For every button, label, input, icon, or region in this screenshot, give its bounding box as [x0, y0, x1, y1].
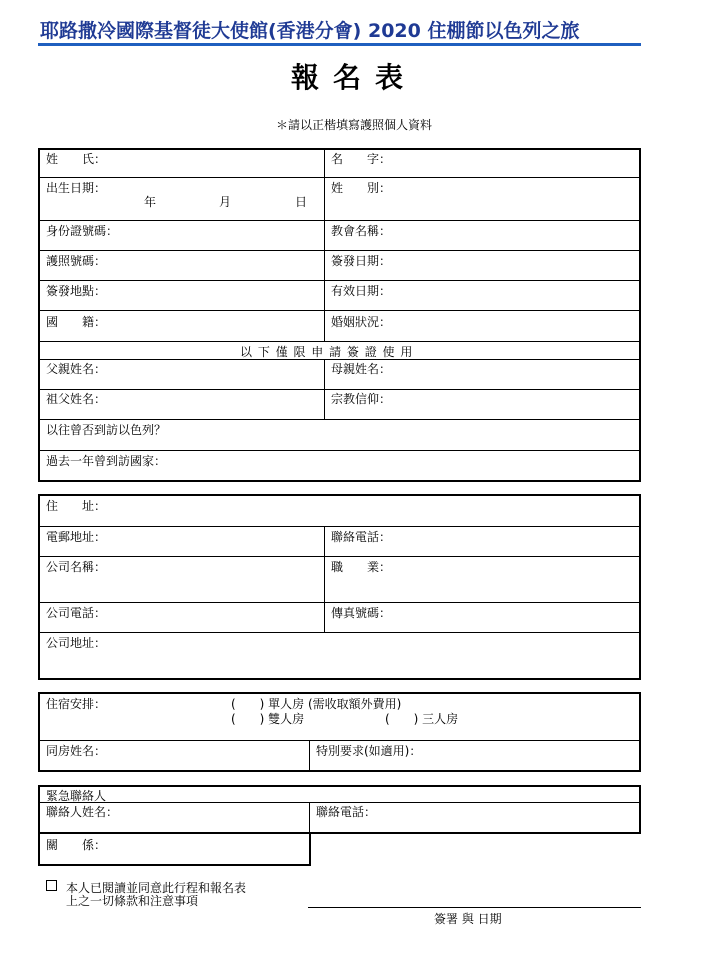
- issue-date-field[interactable]: 簽發日期：: [331, 254, 392, 268]
- company-address-field[interactable]: 公司地址：: [46, 636, 107, 650]
- double-room-option[interactable]: ( ) 雙人房: [231, 712, 305, 726]
- expiry-date-field[interactable]: 有效日期：: [331, 284, 392, 298]
- contact-section: [38, 494, 641, 680]
- email-field[interactable]: 電郵地址：: [46, 530, 107, 544]
- birth-month-label: 月: [219, 195, 232, 209]
- consent-text-line2: 上之一切條款和注意事項: [66, 894, 199, 908]
- form-instruction: ＊請以正楷填寫護照個人資料: [275, 118, 432, 132]
- visa-section-heading: 以 下 僅 限 申 請 簽 證 使 用: [240, 345, 414, 359]
- form-title: 報名表: [290, 61, 417, 94]
- header-rule: [38, 43, 641, 46]
- religion-field[interactable]: 宗教信仰：: [331, 392, 392, 406]
- signature-line[interactable]: [308, 907, 641, 908]
- address-field[interactable]: 住 址：: [46, 499, 107, 513]
- mother-name-field[interactable]: 母親姓名：: [331, 362, 392, 376]
- grandfather-name-field[interactable]: 祖父姓名：: [46, 392, 107, 406]
- company-phone-field[interactable]: 公司電話：: [46, 606, 107, 620]
- emergency-relation-field[interactable]: 關 係：: [46, 838, 107, 852]
- emergency-heading: 緊急聯絡人: [46, 789, 107, 803]
- lodging-label: 住宿安排：: [46, 697, 107, 711]
- emergency-phone-field[interactable]: 聯絡電話：: [316, 805, 377, 819]
- church-field[interactable]: 教會名稱：: [331, 224, 392, 238]
- special-request-field[interactable]: 特別要求(如適用)：: [316, 744, 422, 758]
- single-room-option[interactable]: ( ) 單人房 (需收取額外費用): [231, 697, 402, 711]
- birth-day-label: 日: [295, 195, 308, 209]
- passport-number-field[interactable]: 護照號碼：: [46, 254, 107, 268]
- surname-field[interactable]: 姓 氏：: [46, 152, 107, 166]
- visited-israel-field[interactable]: 以往曾否到訪以色列？: [46, 423, 167, 437]
- triple-room-option[interactable]: ( ) 三人房: [385, 712, 459, 726]
- countries-visited-field[interactable]: 過去一年曾到訪國家：: [46, 454, 167, 468]
- given-name-field[interactable]: 名 字：: [331, 152, 392, 166]
- father-name-field[interactable]: 父親姓名：: [46, 362, 107, 376]
- consent-checkbox[interactable]: [46, 880, 57, 891]
- consent-text-line1: 本人已閱讀並同意此行程和報名表: [66, 881, 247, 895]
- id-number-field[interactable]: 身份證號碼：: [46, 224, 119, 238]
- marital-status-field[interactable]: 婚姻狀況：: [331, 315, 392, 329]
- header-title: 耶路撒冷國際基督徒大使館(香港分會) 2020 住棚節以色列之旅: [40, 20, 580, 42]
- gender-field[interactable]: 姓 別：: [331, 181, 392, 195]
- occupation-field[interactable]: 職 業：: [331, 560, 392, 574]
- issue-place-field[interactable]: 簽發地點：: [46, 284, 107, 298]
- roommate-field[interactable]: 同房姓名：: [46, 744, 107, 758]
- nationality-field[interactable]: 國 籍：: [46, 315, 107, 329]
- phone-field[interactable]: 聯絡電話：: [331, 530, 392, 544]
- company-name-field[interactable]: 公司名稱：: [46, 560, 107, 574]
- birth-year-label: 年: [144, 195, 157, 209]
- fax-field[interactable]: 傳真號碼：: [331, 606, 392, 620]
- signature-date-label: 簽署 與 日期: [434, 912, 502, 926]
- emergency-name-field[interactable]: 聯絡人姓名：: [46, 805, 119, 819]
- birth-date-field[interactable]: 出生日期：: [46, 181, 107, 195]
